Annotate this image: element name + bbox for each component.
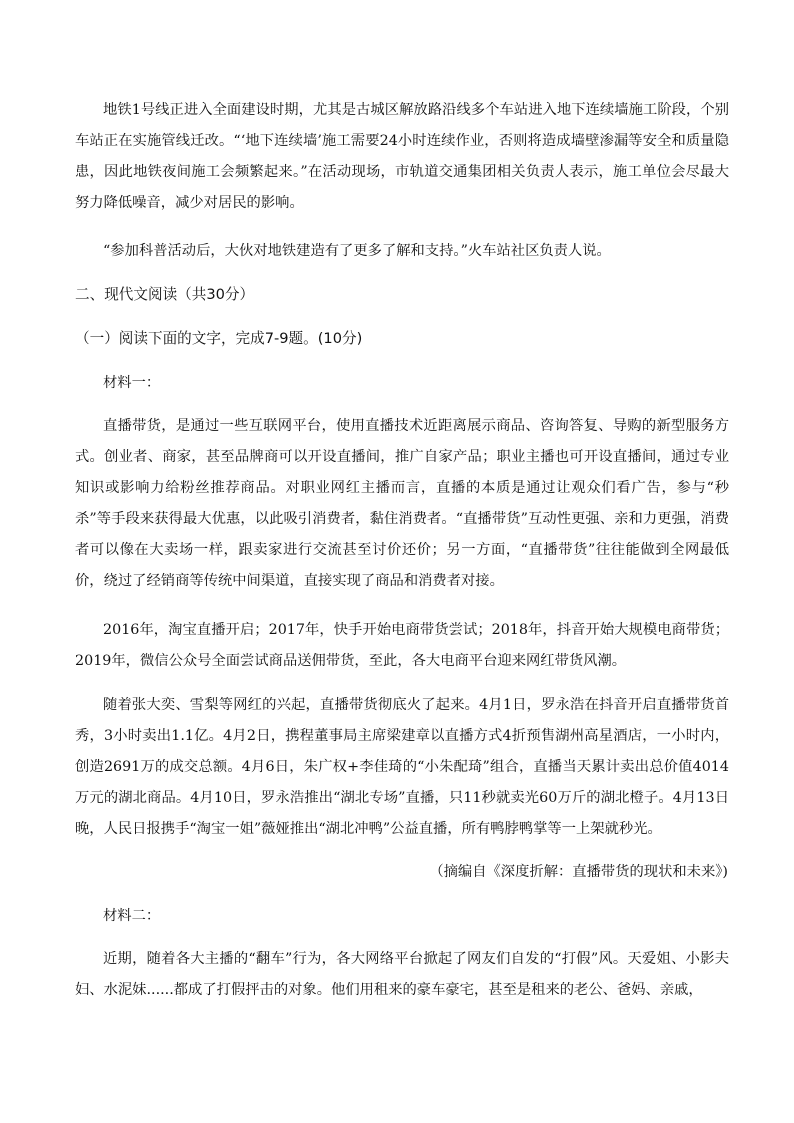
material-2-label: 材料二： [103,908,161,924]
section-subheading: （一）阅读下面的文字，完成7-9题。(10分) [75,330,363,347]
material-1-paragraph-3: 随着张大奕、雪梨等网红的兴起，直播带货彻底火了起来。4月1日，罗永浩在抖音开启直播带货首秀，3小时卖出1.1亿。4月2日，携程董事局主席梁建章以直播方式4折预售湖州高星酒店，一小时内，创造2691万的成交总额。4月6日，朱广权+李佳琦的“小朱配琦”组合，直播当天累计卖出总价值4014万元的湖北商品。4月10日，罗永浩推出“湖北专场”直播，只11秒就卖光60万斤的湖北橙子。4月13日晚，人民日报携手“淘宝一姐”薇娅推出“湖北冲鸭”公益直播，所有鸭脖鸭掌等一上架就秒光。 [75,697,729,837]
material-1-source: （摘编自《深度折解：直播带货的现状和未来》) [429,864,728,880]
intro-paragraph-1: 地铁1号线正进入全面建设时期，尤其是古城区解放路沿线多个车站进入地下连续墙施工阶段，个别车站正在实施管线迁改。“‘地下连续墙’施工需要24小时连续作业，否则将造成墙壁渗漏等安全和质量隐患，因此地铁夜间施工会频繁起来。”在活动现场，市轨道交通集团相关负责人表示，施工单位会尽最大努力降低噪音，减少对居民的影响。 [75,102,729,211]
material-2-paragraph-1: 近期，随着各大主播的“翻车”行为，各大网络平台掀起了网友们自发的“打假”风。天爱姐、小影夫妇、水泥妹......都成了打假抨击的对象。他们用租来的豪车豪宅，甚至是租来的老公、爸妈、亲戚， [75,951,729,998]
intro-paragraph-2: “参加科普活动后，大伙对地铁建造有了更多了解和支持。”火车站社区负责人说。 [103,243,611,259]
material-1-paragraph-2: 2016年，淘宝直播开启；2017年，快手开始电商带货尝试；2018年，抖音开始大规模电商带货；2019年，微信公众号全面尝试商品送佣带货，至此，各大电商平台迎来网红带货风潮。 [75,622,729,669]
material-1-paragraph-1: 直播带货，是通过一些互联网平台，使用直播技术近距离展示商品、咨询答复、导购的新型服务方式。创业者、商家，甚至品牌商可以开设直播间，推广自家产品；职业主播也可开设直播间，通过专业知识或影响力给粉丝推荐商品。对职业网红主播而言，直播的本质是通过让观众们看广告，参与“秒杀”等手段来获得最大优惠，以此吸引消费者，黏住消费者。“直播带货”互动性更强、亲和力更强，消费者可以像在大卖场一样，跟卖家进行交流甚至讨价还价；另一方面，“直播带货”往往能做到全网最低价，绕过了经销商等传统中间渠道，直接实现了商品和消费者对接。 [75,418,729,589]
material-1-label: 材料一： [103,375,161,391]
section-heading: 二、现代文阅读（共30分） [75,286,255,303]
